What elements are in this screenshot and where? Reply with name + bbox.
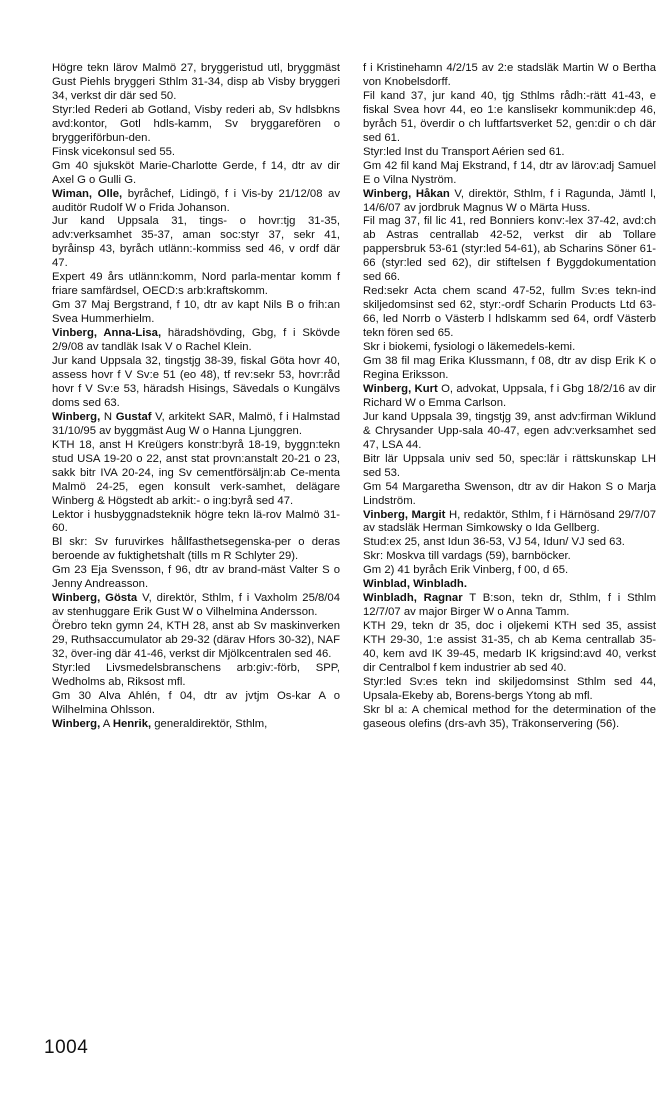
entry-text: byråchef, Lidingö, f i Vis-by 21/12/08 av auditör Rudolf W o Frida Johanson. xyxy=(52,187,340,214)
entry-text: Bl skr: Sv furuvirkes hållfasthetsegenska-per o deras beroende av fuktighetshalt (tills m R Schlyter 29). xyxy=(52,536,340,563)
biography-paragraph xyxy=(52,299,340,327)
entry-text: KTH 18, anst H Kreügers konstr:byrå 18-19, byggn:tekn stud USA 19-20 o 22, anst stat provn:anstalt 20-21 o 23, sakk bitr IVA 20-24, ing Sv cementförsälјn:ab Ce-menta Malmö 24-25, egen konsult verk-samhet, delägare Winberg & Högstedt ab arkit:- o ing:byrå sed 47. xyxy=(52,438,340,507)
biography-entry-heading-paragraph xyxy=(52,718,340,732)
entry-text: Gm 2) 41 byråch Erik Vinberg, f 00, d 65. xyxy=(363,564,569,577)
left-column xyxy=(52,62,340,732)
biography-paragraph xyxy=(363,536,656,550)
entry-text: Gm 23 Eja Svensson, f 96, dtr av brand-mäst Valter S o Jenny Andreasson. xyxy=(52,564,340,591)
biography-entry-heading-paragraph xyxy=(363,578,656,592)
entry-text: häradshövding, Gbg, f i Skövde 2/9/08 av tandläk Isak V o Rachel Klein. xyxy=(52,327,340,354)
biography-entry-heading-paragraph xyxy=(52,411,340,439)
entry-name: Winbladh, Ragnar xyxy=(363,592,463,605)
entry-text: Jur kand Uppsala 39, tingstjg 39, anst adv:firman Wiklund & Chrysander Upp-sala 40-47, egen adv:verksamhet sed 47, LSA 44. xyxy=(363,410,656,451)
entry-text: Expert 49 års utlänn:komm, Nord parla-mentar komm f friare samfärdsel, OECD:s arb:kraftskomm. xyxy=(52,271,340,298)
biography-paragraph xyxy=(52,662,340,690)
biography-paragraph xyxy=(363,160,656,188)
biography-paragraph xyxy=(363,215,656,285)
entry-text: KTH 29, tekn dr 35, doc i oljekemi KTH sed 35, assist KTH 29-30, 1:e assist 31-35, ch ab Kema centrallab 35-40, kem avd IK 39-45, medarb IK krigsind:avd 40, verkst dir Centralbol f kem industrier ab sed 40. xyxy=(363,620,656,674)
right-column xyxy=(363,62,656,732)
biography-paragraph xyxy=(363,411,656,453)
entry-text: A xyxy=(100,717,113,730)
biography-entry-heading-paragraph xyxy=(52,188,340,216)
entry-text: Fil kand 37, jur kand 40, tjg Sthlms rådh:-rätt 41-43, e fiskal Svea hovr 44, eo 1:e kanslisekr kommunik:dep 46, byråch 51, överdir o ch luftfartsverket 52, gen:dir o ch där sed 61. xyxy=(363,89,656,144)
entry-name: Winberg, Kurt xyxy=(363,382,438,395)
entry-text: Lektor i husbyggnadsteknik högre tekn lä-rov Malmö 31-60. xyxy=(52,508,340,535)
entry-text: Örebro tekn gymn 24, KTH 28, anst ab Sv maskinverken 29, Ruthsaccumulator ab 29-32 (därav Hfors 30-32), NAF 32, över-ing där 41-46, verkst dir Mjölkcentralen sed 46. xyxy=(52,620,340,661)
biography-paragraph xyxy=(52,215,340,271)
entry-text: Red:sekr Acta chem scand 47-52, fullm Sv:es tekn-ind skiljedomsinst sed 62, styr:-ordf Scharin Products Ltd 63-66, led Norrb o Västerb l hdlskamm sed 64, ordf Västerb tekn fören sed 65. xyxy=(363,285,656,340)
entry-text: Gm 37 Maj Bergstrand, f 10, dtr av kapt Nils B o frih:an Svea Hummerhielm. xyxy=(52,299,340,326)
biography-paragraph xyxy=(52,355,340,411)
entry-text: Finsk vicekonsul sed 55. xyxy=(52,145,176,158)
biography-paragraph xyxy=(52,509,340,537)
entry-text: generaldirektör, Sthlm, xyxy=(151,717,268,730)
entry-name: Vinberg, Margit xyxy=(363,508,446,521)
biography-entry-heading-paragraph xyxy=(363,509,656,537)
biography-paragraph xyxy=(363,285,656,341)
biography-paragraph xyxy=(363,341,656,355)
entry-text: Styr:led Sv:es tekn ind skiljedomsinst Sthlm sed 44, Upsala-Ekeby ab, Borens-bergs Ytong ab mfl. xyxy=(363,675,656,702)
entry-text: Gm 54 Margaretha Swenson, dtr av dir Hakon S o Marja Lindström. xyxy=(363,480,656,507)
biography-paragraph xyxy=(52,536,340,564)
entry-text: N xyxy=(100,410,116,423)
entry-text: Gm 40 sjuksköt Marie-Charlotte Gerde, f 14, dtr av dir Axel G o Gulli G. xyxy=(52,159,340,186)
entry-text: Jur kand Uppsala 31, tings- o hovr:tjg 31-35, adv:verksamhet 35-37, aman soc:styr 37, sekr 41, byråinsp 43, byråch utlänn:-kommiss sed 46, v ordf där 47. xyxy=(52,215,340,270)
biography-paragraph xyxy=(52,146,340,160)
biography-paragraph xyxy=(52,439,340,509)
biography-paragraph xyxy=(52,104,340,146)
entry-text: Gm 38 fil mag Erika Klussmann, f 08, dtr av disp Erik K o Regina Eriksson. xyxy=(363,355,656,381)
biography-entry-heading-paragraph xyxy=(363,188,656,216)
biography-entry-heading-paragraph xyxy=(363,383,656,411)
entry-name: Winberg, xyxy=(52,717,101,730)
entry-name: Winberg, Gösta xyxy=(52,592,138,605)
biography-paragraph xyxy=(363,550,656,564)
entry-text: Stud:ex 25, anst Idun 36-53, VJ 54, Idun/ VJ sed 63. xyxy=(363,536,625,549)
entry-text: Styr:led Livsmedelsbranschens arb:giv:-förb, SPP, Wedholms ab, Riksost mfl. xyxy=(52,661,340,688)
page-number: 1004 xyxy=(44,1037,89,1058)
biography-paragraph xyxy=(363,453,656,481)
entry-text: Skr bl a: A chemical method for the determination of the gaseous olefins (drs-avh 35), Träkonservering (56). xyxy=(363,703,656,730)
entry-text: Högre tekn lärov Malmö 27, bryggeristud utl, bryggmäst Gust Piehls bryggeri Sthlm 31-34, disp ab Visby bryggeri 34, verkst dir där sed 50. xyxy=(52,62,340,102)
biography-paragraph xyxy=(52,160,340,188)
entry-text: V, direktör, Sthlm, f i Ragunda, Jämtl l, 14/6/07 av jordbruk Magnus W o Märta Huss. xyxy=(363,187,656,214)
biography-paragraph xyxy=(363,704,656,732)
entry-text: Gm 30 Alva Ahlén, f 04, dtr av jvtjm Os-kar A o Wilhelmina Ohlsson. xyxy=(52,689,340,716)
entry-text: T B:son, tekn dr, Sthlm, f i Sthlm 12/7/07 av major Birger W o Anna Tamm. xyxy=(363,592,656,619)
entry-name: Winberg, xyxy=(52,410,101,423)
biography-paragraph xyxy=(363,146,656,160)
biography-paragraph xyxy=(52,62,340,104)
entry-text: Fil mag 37, fil lic 41, red Bonniers konv:-lex 37-42, avd:ch ab Astras centrallab 42-52, verkst dir ab Tollare pappersbruk 53-61 (styr:led 54-61), ab Scharins Söner 61-66 (styr:led sed 62), dir stiftelsen f Byggdokumentation sed 66. xyxy=(363,215,656,284)
entry-text: Skr i biokemi, fysiologi o läkemedels-kemi. xyxy=(363,341,576,354)
entry-text: V, direktör, Sthlm, f i Vaxholm 25/8/04 av stenhuggare Erik Gust W o Vilhelmina Andersson. xyxy=(52,592,340,619)
entry-given-name: Gustaf xyxy=(115,410,152,423)
biography-paragraph xyxy=(52,271,340,299)
biography-paragraph xyxy=(363,355,656,383)
entry-text: Skr: Moskva till vardags (59), barnböcker. xyxy=(363,550,571,563)
biography-paragraph xyxy=(363,564,656,578)
biography-paragraph xyxy=(363,676,656,704)
entry-text: O, advokat, Uppsala, f i Gbg 18/2/16 av dir Richard W o Emma Carlson. xyxy=(363,382,656,409)
entry-name: Winberg, Håkan xyxy=(363,187,450,200)
entry-name: Wiman, Olle, xyxy=(52,187,123,200)
biography-paragraph xyxy=(363,481,656,509)
biography-paragraph xyxy=(52,564,340,592)
biography-paragraph xyxy=(363,62,656,90)
entry-text: Styr:led Rederi ab Gotland, Visby rederi ab, Sv hdlsbkns avd:kontor, Gotl hdls-kamm, Sv bryggarefören o bryggeriförbun-den. xyxy=(52,103,340,144)
entry-text: f i Kristinehamn 4/2/15 av 2:e stadsläk Martin W o Bertha von Knobelsdorff. xyxy=(363,62,656,88)
entry-text: H, redaktör, Sthlm, f i Härnösand 29/7/07 av stadsläk Herman Simkowsky o Ida Gellberg. xyxy=(363,508,656,535)
biography-entry-heading-paragraph xyxy=(52,327,340,355)
entry-text: V, arkitekt SAR, Malmö, f i Halmstad 31/10/95 av byggmäst Aug W o Hanna Ljunggren. xyxy=(52,410,340,437)
biography-paragraph xyxy=(52,690,340,718)
biography-entry-heading-paragraph xyxy=(363,592,656,620)
biography-entry-heading-paragraph xyxy=(52,592,340,620)
entry-name: Vinberg, Anna-Lisa, xyxy=(52,327,162,340)
entry-given-name: Henrik, xyxy=(112,717,152,730)
biography-paragraph xyxy=(363,620,656,676)
entry-text: Gm 42 fil kand Maj Ekstrand, f 14, dtr av lärov:adj Samuel E o Vilna Nyström. xyxy=(363,159,656,186)
biography-paragraph xyxy=(52,620,340,662)
entry-text: Bitr lär Uppsala univ sed 50, spec:lär i rättskunskap LH sed 53. xyxy=(363,452,656,479)
entry-text: Jur kand Uppsala 32, tingstjg 38-39, fiskal Göta hovr 40, assess hovr f V Sv:e 51 (eo 48), tf rev:sekr 53, hovr:råd hovr f V Sv:e 53, häradsh Hisings, Sävedals o Kungälvs doms sed 63. xyxy=(52,355,340,409)
biography-paragraph xyxy=(363,90,656,146)
entry-text: Styr:led Inst du Transport Aérien sed 61. xyxy=(363,145,565,158)
entry-name: Winblad, Winbladh. xyxy=(363,578,467,591)
